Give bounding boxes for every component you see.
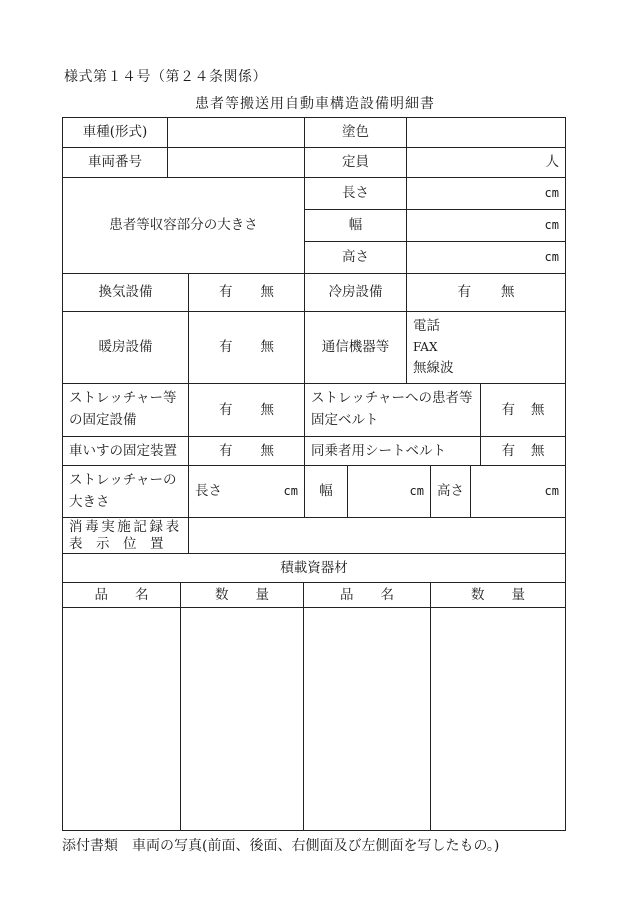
paint-color-value[interactable] bbox=[407, 118, 565, 147]
document-title: 患者等搬送用自動車構造設備明細書 bbox=[195, 96, 435, 112]
disinfection-record-label-line1: 消毒実施記録表 bbox=[69, 519, 182, 536]
stretcher-height-unit[interactable]: cm bbox=[544, 484, 559, 499]
stretcher-size-label-line2: 大きさ bbox=[69, 493, 110, 510]
item-name-column-2[interactable] bbox=[304, 608, 430, 830]
stretcher-width-unit[interactable]: cm bbox=[409, 484, 424, 499]
cooling-label: 冷房設備 bbox=[328, 284, 383, 301]
stretcher-belt-label-line1: ストレッチャーへの患者等 bbox=[311, 390, 473, 407]
comm-option-fax[interactable]: FAX bbox=[413, 339, 438, 354]
stretcher-size-label bbox=[63, 466, 188, 517]
capacity-label: 定員 bbox=[342, 154, 369, 171]
wheelchair-fixing-label: 車いすの固定装置 bbox=[69, 442, 177, 459]
companion-seatbelt-label: 同乗者用シートベルト bbox=[311, 442, 446, 459]
no-option[interactable]: 無 bbox=[531, 442, 545, 459]
yes-option[interactable]: 有 bbox=[219, 442, 233, 459]
yes-option[interactable]: 有 bbox=[219, 339, 233, 356]
vehicle-number-value[interactable] bbox=[168, 148, 304, 177]
comm-option-phone[interactable]: 電話 bbox=[413, 318, 440, 335]
stretcher-width-label: 幅 bbox=[319, 483, 333, 500]
length-label: 長さ bbox=[342, 185, 369, 202]
vehicle-type-label: 車種(形式) bbox=[82, 124, 148, 141]
no-option[interactable]: 無 bbox=[260, 442, 274, 459]
width-unit: cm bbox=[544, 218, 559, 233]
yes-option[interactable]: 有 bbox=[501, 442, 515, 459]
disinfection-record-label bbox=[63, 518, 188, 553]
yes-option[interactable]: 有 bbox=[457, 284, 471, 301]
compartment-size-label: 患者等収容部分の大きさ bbox=[109, 217, 258, 234]
stretcher-length-unit: cm bbox=[283, 484, 298, 499]
length-unit: cm bbox=[544, 186, 559, 201]
yes-option[interactable]: 有 bbox=[219, 401, 233, 418]
comm-options bbox=[407, 312, 565, 383]
heating-yes-no[interactable] bbox=[189, 312, 304, 383]
quantity-column-2[interactable] bbox=[431, 608, 565, 830]
stretcher-belt-label bbox=[305, 384, 480, 436]
stretcher-belt-label-line2: 固定ベルト bbox=[311, 412, 379, 428]
quantity-header-2: 数 量 bbox=[471, 586, 525, 603]
disinfection-record-label-line2: 表 示 位 置 bbox=[69, 535, 164, 552]
companion-seatbelt-yes-no[interactable] bbox=[481, 437, 565, 465]
cooling-yes-no[interactable] bbox=[407, 274, 565, 311]
width-label: 幅 bbox=[348, 217, 363, 234]
wheelchair-yes-no[interactable] bbox=[189, 437, 304, 465]
no-option[interactable]: 無 bbox=[260, 284, 274, 301]
no-option[interactable]: 無 bbox=[501, 284, 515, 301]
paint-color-label: 塗色 bbox=[342, 124, 369, 141]
vehicle-number-label: 車両番号 bbox=[88, 154, 142, 171]
comm-option-radio[interactable]: 無線波 bbox=[413, 360, 454, 377]
no-option[interactable]: 無 bbox=[531, 401, 545, 418]
quantity-header: 数 量 bbox=[215, 586, 269, 603]
stretcher-fixing-label bbox=[63, 384, 188, 436]
stretcher-fixing-label-line2: の固定設備 bbox=[69, 412, 137, 428]
stretcher-fixing-yes-no[interactable] bbox=[189, 384, 304, 436]
item-name-header: 品 名 bbox=[94, 586, 149, 603]
ventilation-yes-no[interactable] bbox=[189, 274, 304, 311]
yes-option[interactable]: 有 bbox=[219, 284, 233, 301]
stretcher-height-label: 高さ bbox=[437, 483, 464, 500]
stretcher-size-label-line1: ストレッチャーの bbox=[69, 471, 177, 488]
stretcher-length-label: 長さ bbox=[195, 483, 222, 500]
heating-label: 暖房設備 bbox=[98, 339, 153, 356]
stretcher-length-cell[interactable] bbox=[189, 466, 304, 517]
item-name-column-1[interactable] bbox=[63, 608, 180, 830]
height-label: 高さ bbox=[342, 249, 369, 266]
no-option[interactable]: 無 bbox=[260, 401, 274, 418]
equipment-header: 積載資器材 bbox=[280, 559, 348, 576]
stretcher-fixing-label-line1: ストレッチャー等 bbox=[69, 390, 177, 407]
ventilation-label: 換気設備 bbox=[98, 284, 153, 301]
attachment-note: 添付書類 車両の写真(前面、後面、右側面及び左側面を写したもの。) bbox=[62, 838, 500, 854]
stretcher-belt-yes-no[interactable] bbox=[481, 384, 565, 436]
no-option[interactable]: 無 bbox=[260, 339, 274, 356]
comm-equipment-label: 通信機器等 bbox=[321, 339, 390, 356]
item-name-header-2: 品 名 bbox=[340, 586, 394, 603]
vehicle-type-value[interactable] bbox=[168, 118, 304, 147]
disinfection-record-value[interactable] bbox=[189, 518, 565, 553]
yes-option[interactable]: 有 bbox=[501, 401, 515, 418]
capacity-unit: 人 bbox=[545, 154, 559, 171]
quantity-column-1[interactable] bbox=[181, 608, 303, 830]
form-number: 様式第１４号（第２４条関係） bbox=[64, 69, 267, 85]
height-unit: cm bbox=[544, 250, 559, 265]
